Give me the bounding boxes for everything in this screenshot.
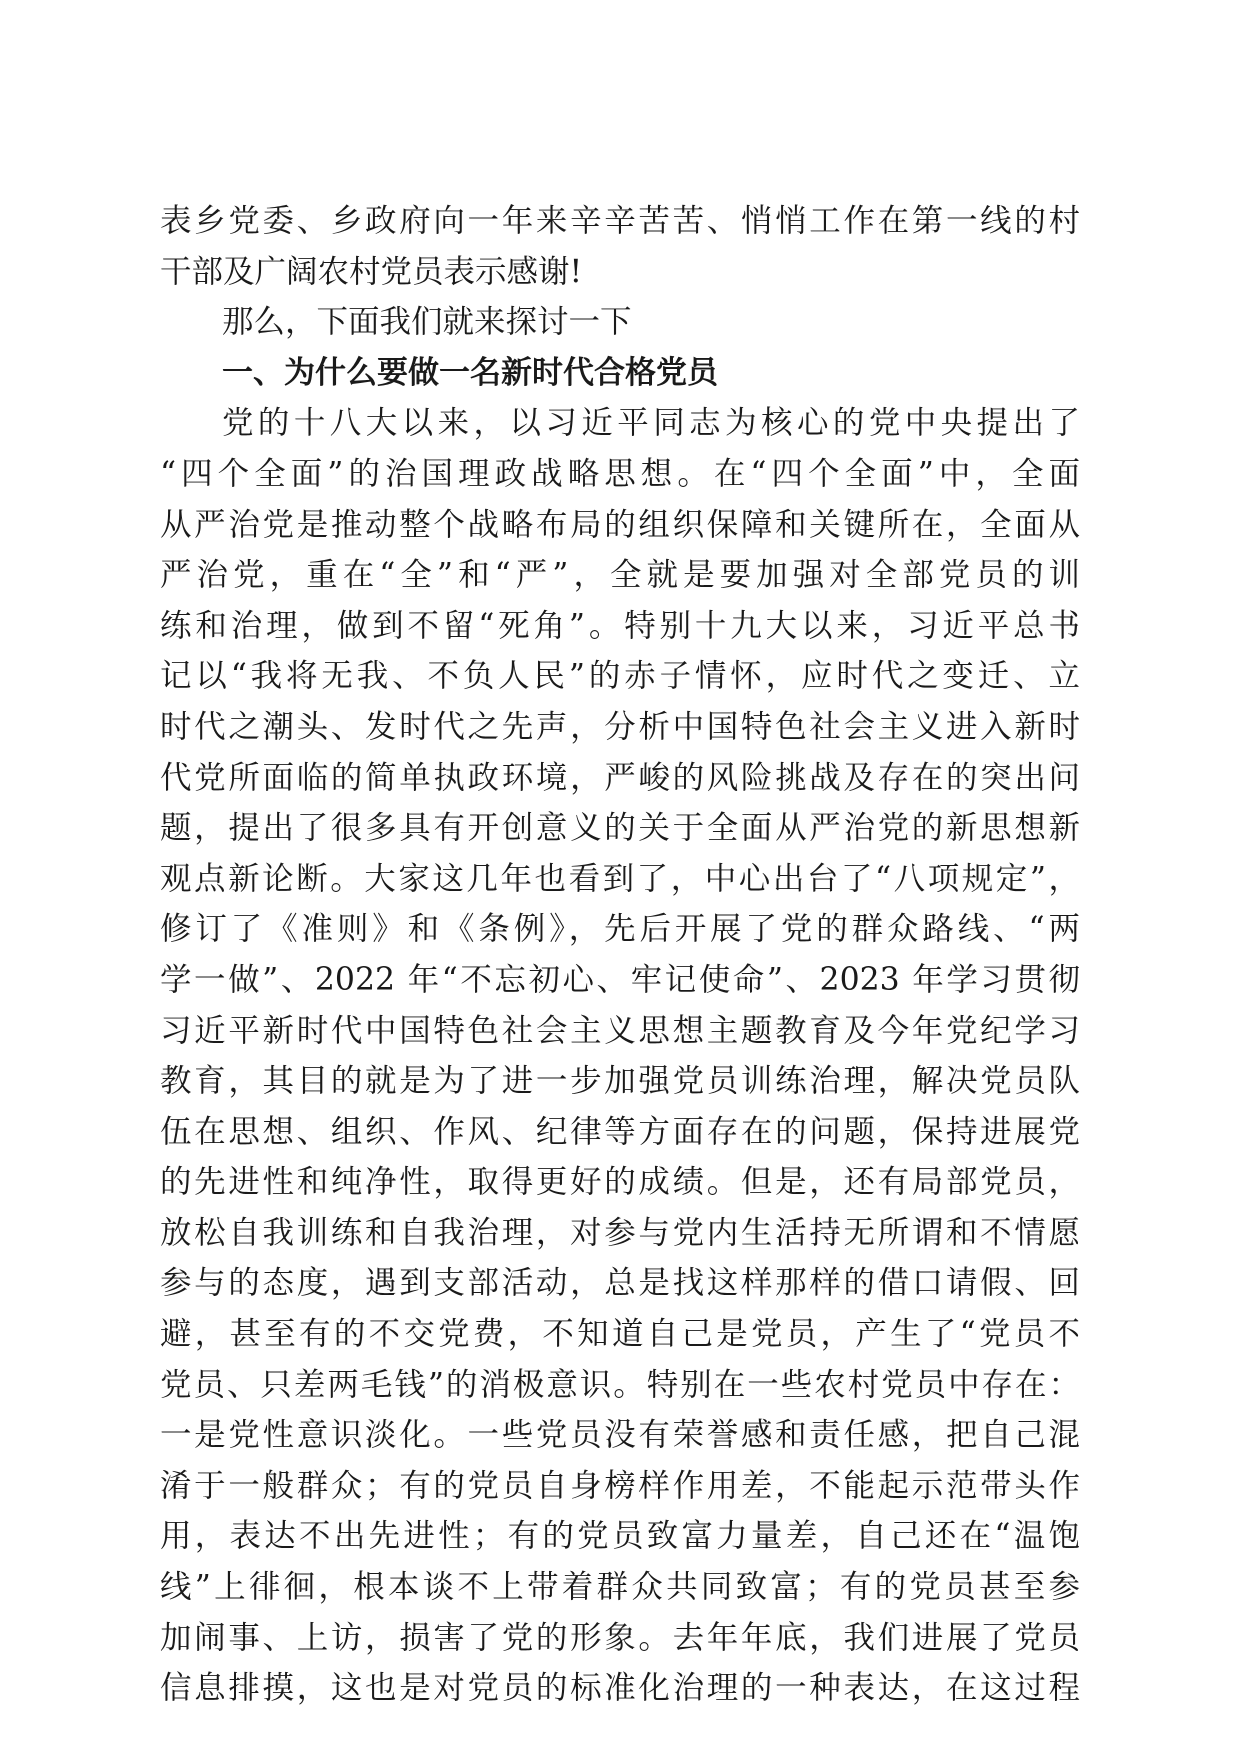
text-line: 题，提出了很多具有开创意义的关于全面从严治党的新思想新 xyxy=(160,810,1080,847)
text-line: “四个全面”的治国理政战略思想。在“四个全面”中，全面 xyxy=(160,455,1080,492)
document-body xyxy=(160,196,1080,1714)
text-line: 表乡党委、乡政府向一年来辛辛苦苦、悄悄工作在第一线的村 xyxy=(160,203,1080,239)
text-line: 参与的态度，遇到支部活动，总是找这样那样的借口请假、回 xyxy=(160,1265,1080,1302)
text-line: 伍在思想、组织、作风、纪律等方面存在的问题，保持进展党 xyxy=(160,1113,1080,1150)
text-line: 放松自我训练和自我治理，对参与党内生活持无所谓和不情愿 xyxy=(160,1214,1080,1251)
text-line: 从严治党是推动整个战略布局的组织保障和关键所在，全面从 xyxy=(160,506,1080,543)
text-line: 淆于一般群众；有的党员自身榜样作用差，不能起示范带头作 xyxy=(160,1467,1080,1504)
text-line: 练和治理，做到不留“死角”。特别十九大以来，习近平总书 xyxy=(160,607,1080,644)
text-line: 干部及广阔农村党员表示感谢! xyxy=(160,253,583,290)
text-line: 一是党性意识淡化。一些党员没有荣誉感和责任感，把自己混 xyxy=(160,1417,1080,1454)
text-line: 的先进性和纯净性，取得更好的成绩。但是，还有局部党员， xyxy=(160,1164,1080,1201)
text-line: 线”上徘徊，根本谈不上带着群众共同致富；有的党员甚至参 xyxy=(160,1569,1080,1606)
text-line: 学一做”、2022 年“不忘初心、牢记使命”、2023 年学习贯彻 xyxy=(160,961,1080,998)
text-line: 党员、只差两毛钱”的消极意识。特别在一些农村党员中存在： xyxy=(160,1366,1080,1403)
text-line: 修订了《准则》和《条例》，先后开展了党的群众路线、“两 xyxy=(160,911,1080,948)
text-line: 避，甚至有的不交党费，不知道自己是党员，产生了“党员不 xyxy=(160,1316,1080,1353)
text-line: 严治党，重在“全”和“严”，全就是要加强对全部党员的训 xyxy=(160,557,1080,594)
text-line: 信息排摸，这也是对党员的标准化治理的一种表达，在这过程 xyxy=(160,1670,1080,1707)
text-line: 时代之潮头、发时代之先声，分析中国特色社会主义进入新时 xyxy=(160,708,1080,745)
intro-paragraph: 那么，下面我们就来探讨一下 xyxy=(222,304,632,341)
text-line: 代党所面临的简单执政环境，严峻的风险挑战及存在的突出问 xyxy=(160,759,1080,796)
text-line: 习近平新时代中国特色社会主义思想主题教育及今年党纪学习 xyxy=(160,1012,1080,1049)
text-line: 加闹事、上访，损害了党的形象。去年年底，我们进展了党员 xyxy=(160,1619,1080,1656)
text-line: 记以“我将无我、不负人民”的赤子情怀，应时代之变迁、立 xyxy=(160,658,1080,695)
text-line: 观点新论断。大家这几年也看到了，中心出台了“八项规定”， xyxy=(160,860,1080,897)
section-heading: 一、为什么要做一名新时代合格党员 xyxy=(222,354,718,391)
text-line: 党的十八大以来，以习近平同志为核心的党中央提出了 xyxy=(222,405,1080,442)
text-line: 用，表达不出先进性；有的党员致富力量差，自己还在“温饱 xyxy=(160,1518,1080,1555)
text-line: 教育，其目的就是为了进一步加强党员训练治理，解决党员队 xyxy=(160,1063,1080,1100)
